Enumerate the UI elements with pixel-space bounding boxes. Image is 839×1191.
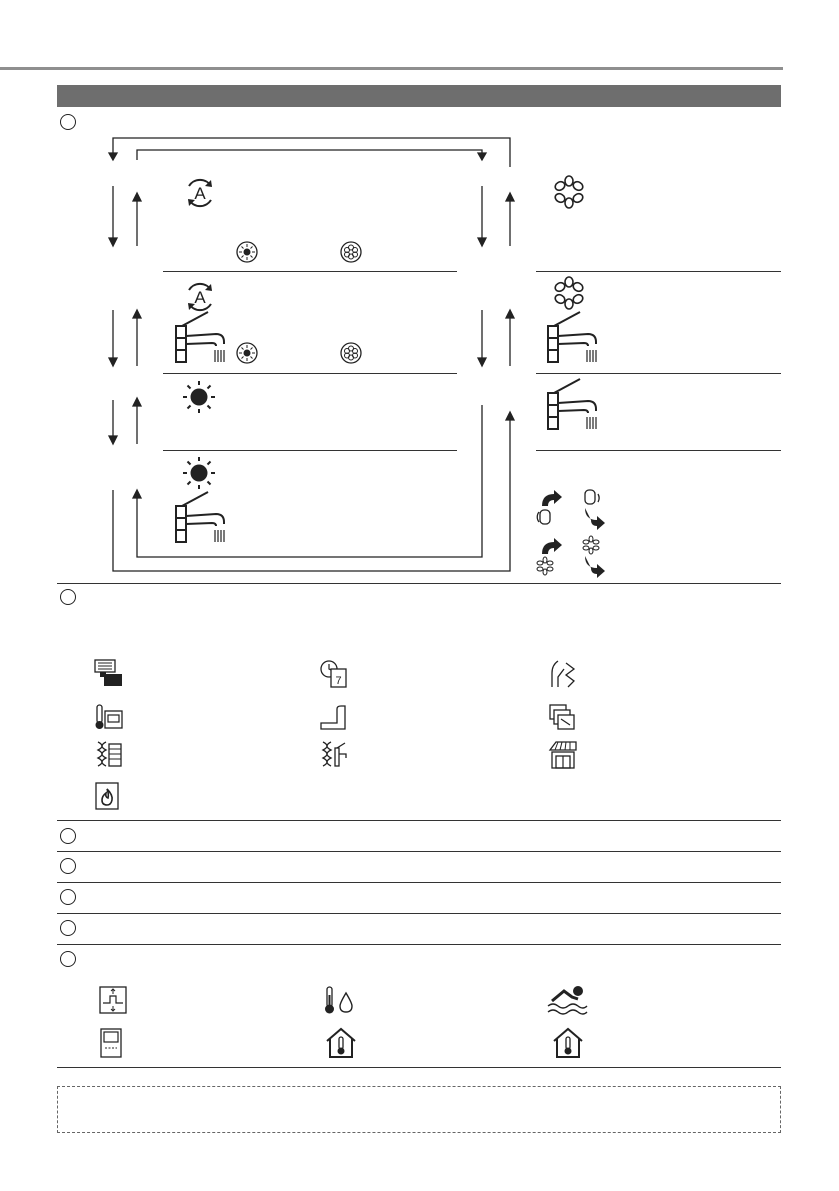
coil-faucet-icon <box>319 740 349 770</box>
divider <box>57 913 781 914</box>
faucet-hot-water-icon <box>544 377 600 431</box>
defrost-switch-icon <box>98 985 128 1015</box>
divider <box>57 882 781 883</box>
auto-mode-icon <box>183 176 217 210</box>
section-3-marker <box>60 828 76 844</box>
flame-box-icon <box>94 781 120 811</box>
swimming-pool-icon <box>546 985 588 1015</box>
sun-heating-icon <box>182 380 216 414</box>
cool-option-icon <box>340 241 362 263</box>
divider <box>57 820 781 821</box>
disinfection-icon <box>548 659 578 689</box>
coil-tank-icon <box>94 740 124 770</box>
section-4-marker <box>60 858 76 874</box>
solar-house-icon <box>548 740 578 770</box>
divider <box>57 851 781 852</box>
switch-to-dhw-icon <box>534 486 566 530</box>
heat-option-icon <box>236 241 258 263</box>
divider <box>57 1067 781 1068</box>
snowflake-cooling-icon <box>552 275 586 311</box>
auto-mode-icon <box>183 280 217 314</box>
house-temperature-icon-2 <box>552 1027 584 1059</box>
note-box <box>57 1086 781 1133</box>
switch-from-dhw-icon <box>577 486 609 530</box>
weekly-timer-icon <box>319 659 349 689</box>
thermometer-display-icon <box>94 703 124 731</box>
temperature-humidity-icon <box>322 985 356 1015</box>
svg-text:A: A <box>194 288 206 307</box>
house-temperature-icon <box>325 1027 357 1059</box>
switch-from-cool-icon <box>577 534 609 578</box>
section-5-marker <box>60 889 76 905</box>
section-6-marker <box>60 920 76 936</box>
cool-option-icon <box>340 342 362 364</box>
section-7-marker <box>60 951 76 967</box>
switch-to-cool-icon <box>534 534 566 578</box>
divider <box>57 944 781 945</box>
faucet-hot-water-icon <box>544 310 600 364</box>
svg-text:7: 7 <box>335 675 342 687</box>
pipe-icon <box>319 703 349 731</box>
schedule-heater-icon <box>94 659 124 687</box>
sun-heating-icon <box>182 456 216 490</box>
multi-screen-icon <box>548 703 578 731</box>
faucet-hot-water-icon <box>172 490 228 544</box>
faucet-hot-water-icon <box>172 310 228 364</box>
heat-option-icon <box>236 342 258 364</box>
snowflake-cooling-icon <box>552 174 586 210</box>
remote-controller-icon <box>98 1027 124 1059</box>
svg-text:A: A <box>194 184 206 203</box>
